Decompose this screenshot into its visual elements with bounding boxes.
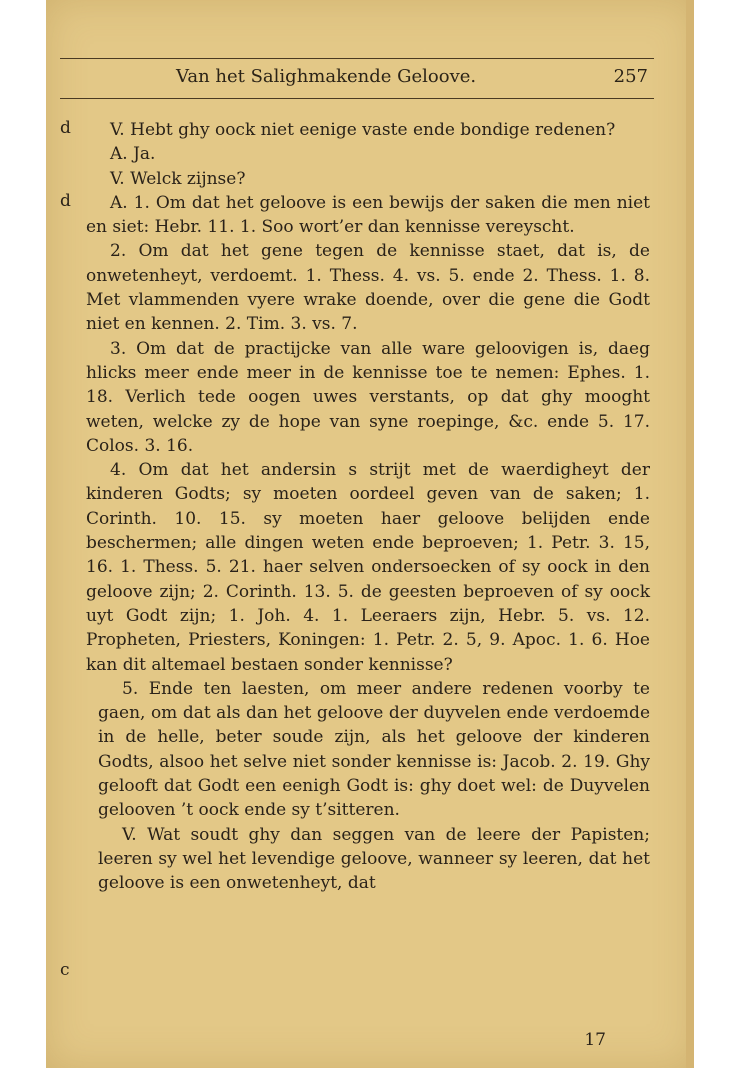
page-number: 257 <box>613 66 648 87</box>
page-edge <box>686 0 694 1068</box>
paragraph: A. Ja. <box>110 144 156 165</box>
paragraph: 4. Om dat het andersin s strijt met de waerdigheyt der kinderen Godts; sy moeten oordeel geven van de saken; 1. Corinth. 10. 15. sy moeten haer geloove belijden ende beschermen; alle dingen weten ende beproeven; 1. Petr. 3. 15, 16. 1. Thess. 5. 21. haer selven ondersoecken of sy oock in den geloove zijn; 2. Corinth. 13. 5. de geesten beproeven of sy oock uyt Godt zijn; 1. Joh. 4. 1. Leeraers zijn, Hebr. 5. vs. 12. Propheten, Priesters, Koningen: 1. Petr. 2. 5, 9. Apoc. 1. 6. Hoe kan dit altemael bestaen sonder kennisse? <box>86 460 650 675</box>
paragraph: V. Wat soudt ghy dan seggen van de leere der Papisten; leeren sy wel het levendige geloove, wanneer sy leeren, dat het geloove is een onwetenheyt, dat <box>98 824 650 894</box>
book-page <box>46 0 694 1068</box>
margin-letter: c <box>60 960 70 980</box>
body-text <box>86 118 650 896</box>
top-rule <box>60 58 654 59</box>
margin-letter: d <box>60 191 71 211</box>
header-title: Van het Salighmakende Geloove. <box>176 66 477 87</box>
running-header <box>60 62 654 90</box>
paragraph: V. Hebt ghy oock niet eenige vaste ende bondige redenen? <box>110 120 616 140</box>
header-rule <box>60 98 654 99</box>
paragraph: 3. Om dat de practijcke van alle ware geloovigen is, daeg hlicks meer ende meer in de kennisse toe te nemen: Ephes. 1. 18. Verlich tede oogen uwes verstants, op dat ghy mooght weten, welcke zy de hope van syne roepinge, &c. ende 5. 17. Colos. 3. 16. <box>86 338 650 456</box>
paragraph: 2. Om dat het gene tegen de kennisse staet, dat is, de onwetenheyt, verdoemt. 1. Thess. 4. vs. 5. ende 2. Thess. 1. 8. Met vlammenden vyere wrake doende, over die gene die Godt niet en kennen. 2. Tim. 3. vs. 7. <box>86 241 650 335</box>
margin-letter: d <box>60 118 71 138</box>
paragraph: 5. Ende ten laesten, om meer andere redenen voorby te gaen, om dat als dan het geloove der duyvelen ende verdoemde in de helle, beter soude zijn, als het geloove der kinderen Godts, alsoo het selve niet sonder kennisse is: Jacob. 2. 19. Ghy gelooft dat Godt een eenigh Godt is: ghy doet wel: de Duyvelen gelooven ’t oock ende sy t’sitteren. <box>98 678 650 821</box>
paragraph: V. Welck zijnse? <box>110 168 246 189</box>
paragraph: A. 1. Om dat het geloove is een bewijs der saken die men niet en siet: Hebr. 11. 1. Soo wort’er dan kennisse vereyscht. <box>86 192 650 238</box>
signature-mark: 17 <box>584 1030 606 1050</box>
